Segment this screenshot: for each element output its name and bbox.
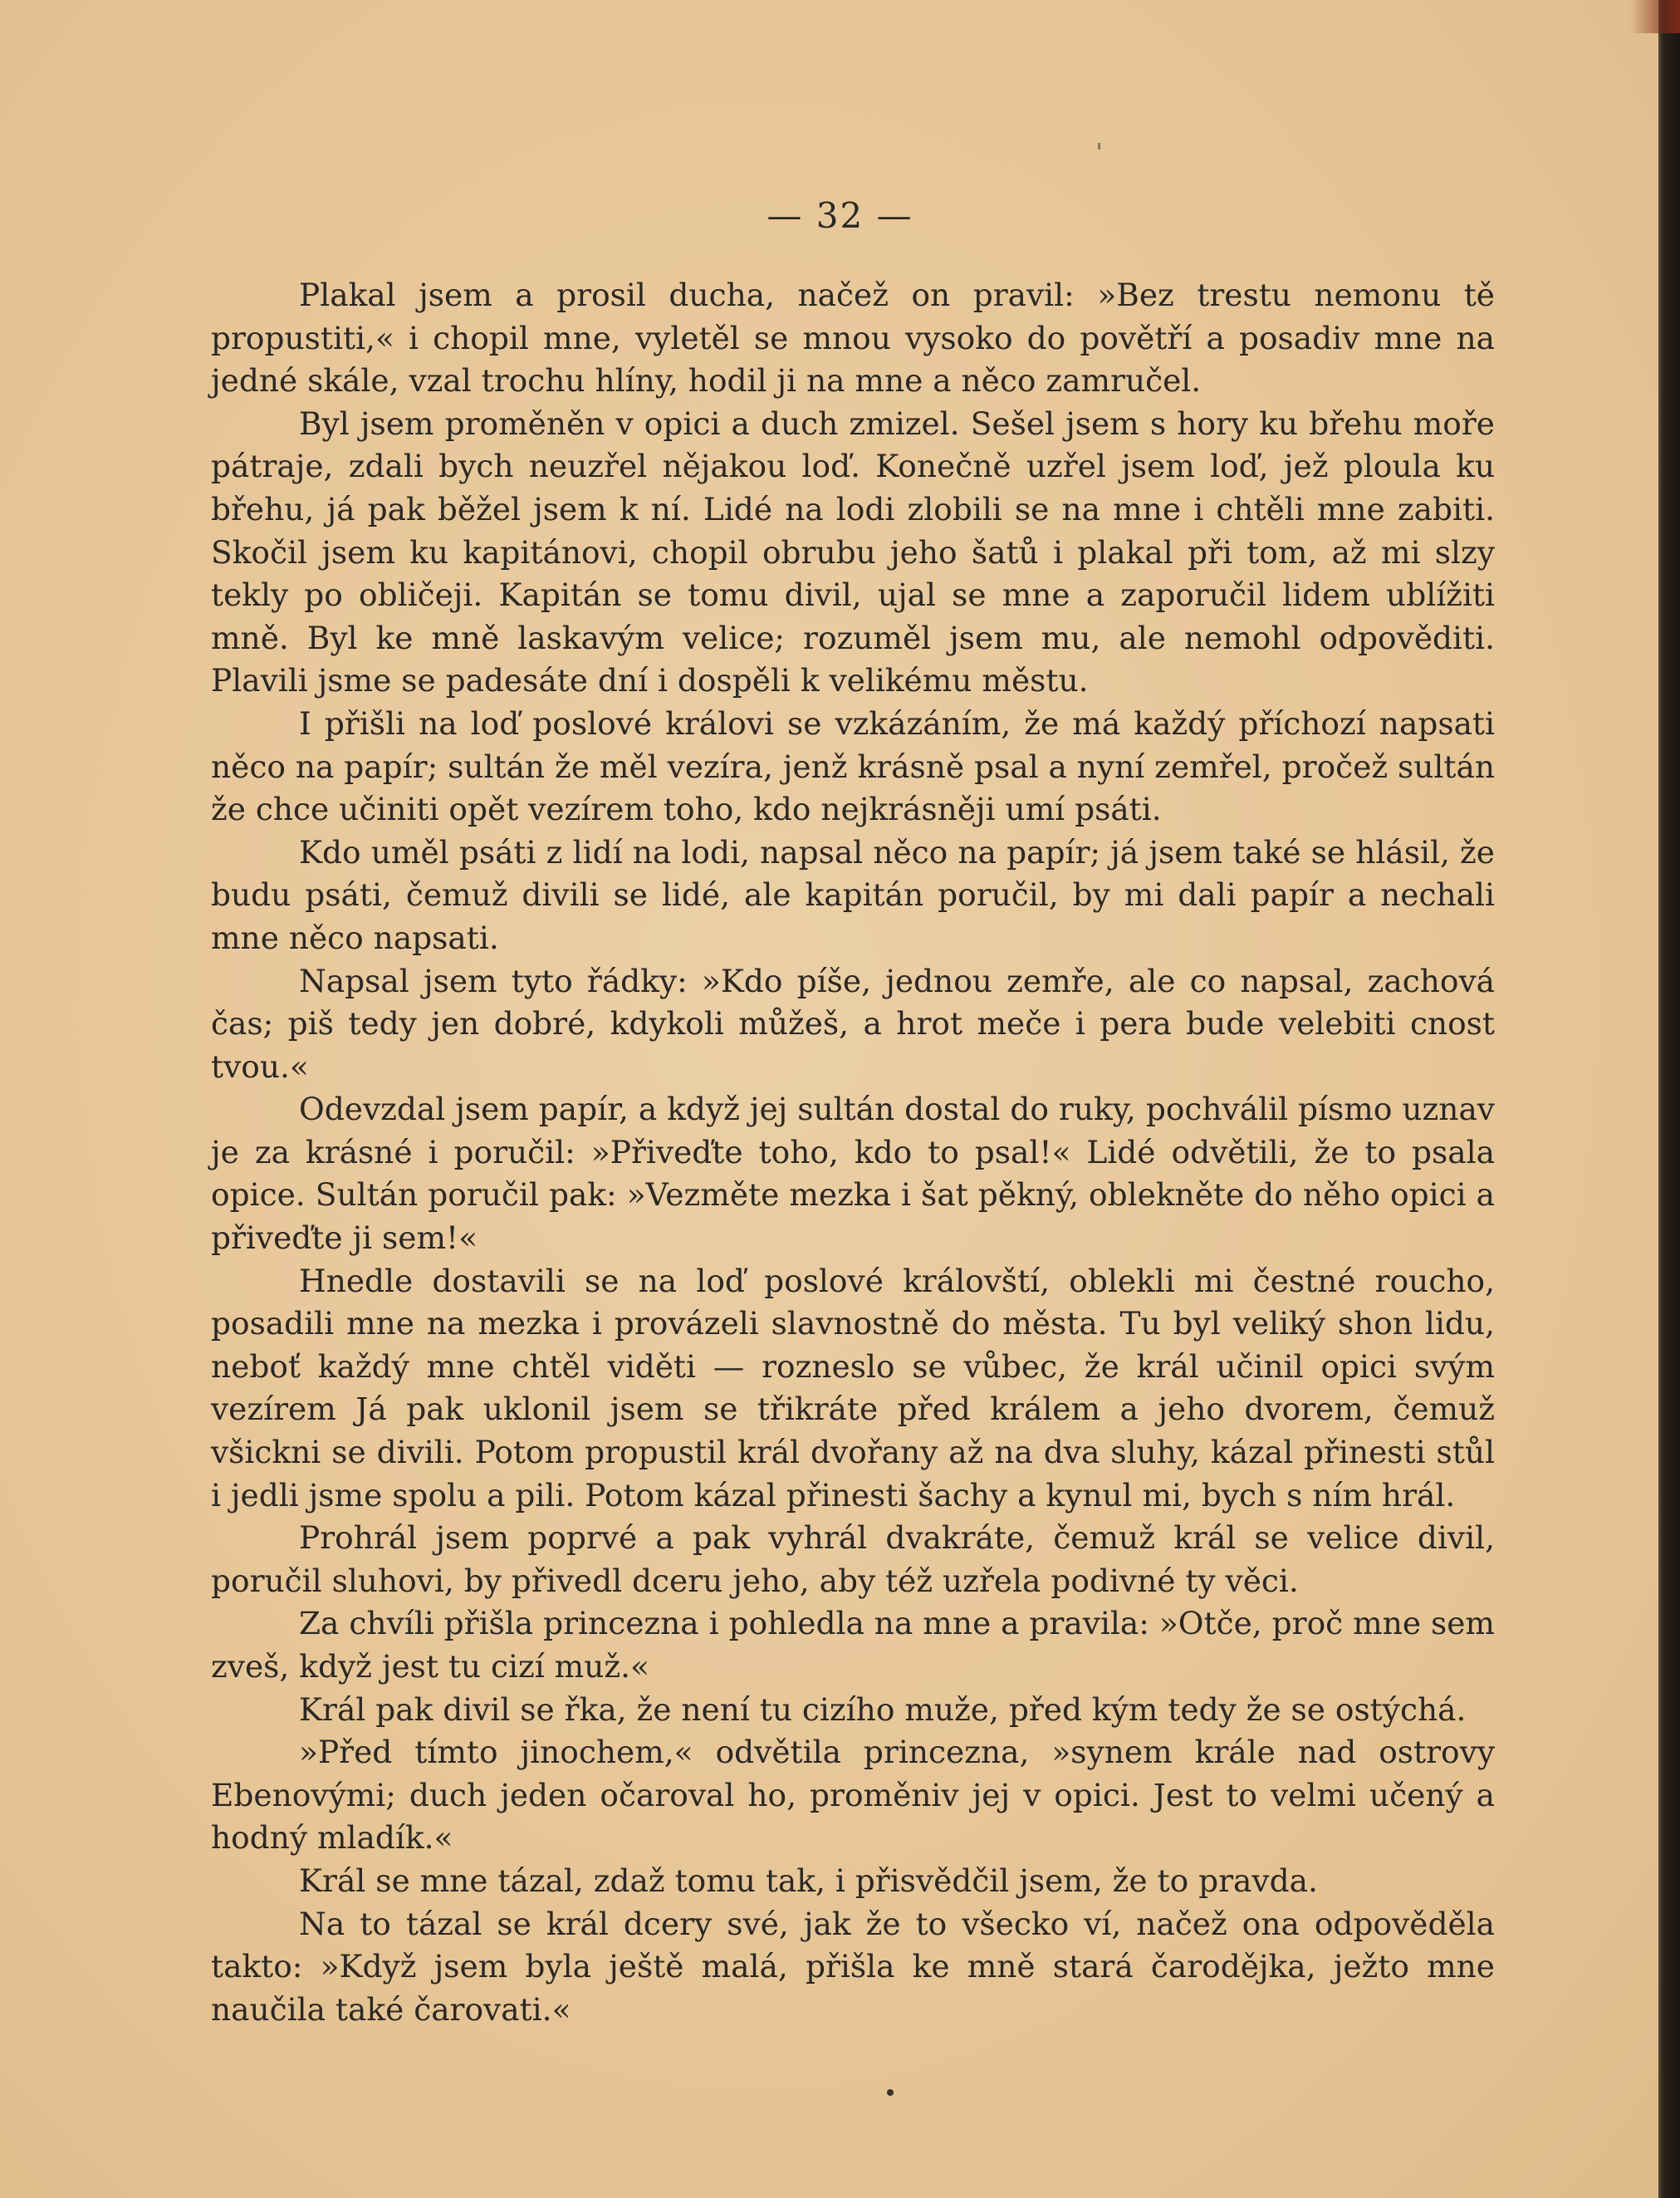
paragraph: I přišli na loď poslové královi se vzkázáním, že má každý příchozí napsati něco na papír; sultán že měl vezíra, jenž krásně psal a nyní zemřel, pročež sultán že chce učiniti opět vezírem toho, kdo nejkrásněji umí psáti. — [211, 704, 1495, 828]
paragraph: Král pak divil se řka, že není tu cizího muže, před kým tedy že se ostýchá. — [299, 1690, 1467, 1728]
body-text — [211, 274, 1495, 2031]
paragraph: Za chvíli přišla princezna i pohledla na mne a pravila: »Otče, proč mne sem zveš, když jest tu cizí muž.« — [211, 1605, 1495, 1685]
print-mark — [1098, 143, 1100, 150]
page-edge-corner — [1630, 0, 1680, 33]
paragraph: Prohrál jsem poprvé a pak vyhrál dvakráte, čemuž král se velice divil, poručil sluhovi, by přivedl dceru jeho, aby též uzřela podivné ty věci. — [211, 1519, 1495, 1599]
paragraph: Král se mne tázal, zdaž tomu tak, i přisvědčil jsem, že to pravda. — [299, 1862, 1318, 1899]
paragraph: Kdo uměl psáti z lidí na lodi, napsal něco na papír; já jsem také se hlásil, že budu psáti, čemuž divili se lidé, ale kapitán poručil, by mi dali papír a nechali mne něco napsati. — [211, 833, 1495, 956]
page-edge-shadow — [1658, 0, 1680, 2198]
paragraph: Odevzdal jsem papír, a když jej sultán dostal do ruky, pochválil písmo uznav je za krásné i poručil: »Přiveďte toho, kdo to psal!« Lidé odvětili, že to psala opice. Sultán poručil pak: »Vezměte mezka i šat pěkný, oblekněte do něho opici a přiveďte ji sem!« — [211, 1091, 1495, 1257]
paragraph: »Před tímto jinochem,« odvětila princezna, »synem krále nad ostrovy Ebenovými; duch jeden očaroval ho, proměniv jej v opici. Jest to velmi učený a hodný mladík.« — [211, 1734, 1495, 1857]
paragraph: Na to tázal se král dcery své, jak že to všecko ví, načež ona odpověděla takto: »Když jsem byla ještě malá, přišla ke mně stará čarodějka, ježto mne naučila také čarovati.« — [211, 1905, 1495, 2028]
ink-dot — [887, 2089, 894, 2096]
paragraph: Hnedle dostavili se na loď poslové královští, oblekli mi čestné roucho, posadili mne na mezka i provázeli slavnostně do města. Tu byl veliký shon lidu, neboť každý mne chtěl viděti — rozneslo se vůbec, že král učinil opici svým vezírem Já pak uklonil jsem se třikráte před králem a jeho dvorem, čemuž všickni se divili. Potom propustil král dvořany až na dva sluhy, kázal přinesti stůl i jedli jsme spolu a pili. Potom kázal přinesti šachy a kynul mi, bych s ním hrál. — [211, 1262, 1495, 1514]
page-number: — 32 — — [767, 195, 913, 236]
paragraph: Plakal jsem a prosil ducha, načež on pravil: »Bez trestu nemonu tě propustiti,« i chopil mne, vyletěl se mnou vysoko do povětří a posadiv mne na jedné skále, vzal trochu hlíny, hodil ji na mne a něco zamručel. — [211, 277, 1495, 400]
paragraph: Byl jsem proměněn v opici a duch zmizel. Sešel jsem s hory ku břehu moře pátraje, zdali bych neuzřel nějakou loď. Konečně uzřel jsem loď, jež ploula ku břehu, já pak běžel jsem k ní. Lidé na lodi zlobili se na mne i chtěli mne zabiti. Skočil jsem ku kapitánovi, chopil obrubu jeho šatů i plakal při tom, až mi slzy tekly po obličeji. Kapitán se tomu divil, ujal se mne a zaporučil lidem ublížiti mně. Byl ke mně laskavým velice; rozuměl jsem mu, ale nemohl odpověditi. Plavili jsme se padesáte dní i dospěli k velikému městu. — [211, 405, 1495, 699]
paragraph: Napsal jsem tyto řádky: »Kdo píše, jednou zemře, ale co napsal, zachová čas; piš tedy jen dobré, kdykoli můžeš, a hrot meče i pera bude velebiti cnost tvou.« — [211, 962, 1495, 1085]
